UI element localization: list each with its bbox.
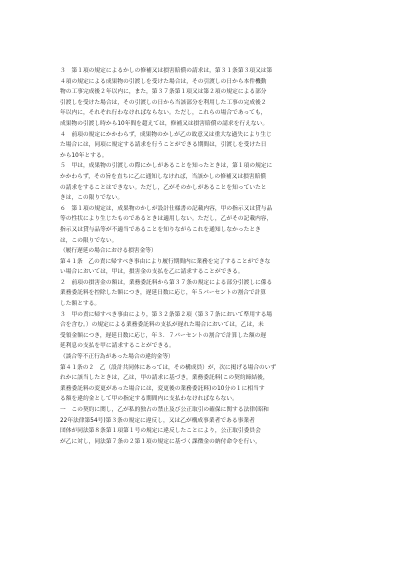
para-line: 指示又は貸与品等が不適当であることを知りながらこれを通知しなかったとき <box>60 226 261 233</box>
section-heading: （談合等不正行為があった場合の違約金等） <box>60 354 174 361</box>
para-line: 等の性状により生じたものであるときは適用しない。ただし，乙がその記載内容， <box>60 216 273 223</box>
para-line: 22年法律第54号)第３条の規定に違反し，又は乙が構成事業者である事業者 <box>60 417 255 424</box>
contract-text <box>60 66 372 447</box>
para-line: る額を違約金として甲の指定する期間内に支払わなければならない。 <box>60 396 238 403</box>
para-line: 延利息の支払を甲に請求することができる。 <box>60 343 175 350</box>
para-line: ６ 第１項の規定は，成果物のかしが設計仕様書の記載内容，甲の指示又は貸与品 <box>60 205 273 212</box>
article-line: 第４１条 乙の責に帰すべき事由により履行期間内に業務を完了することができな <box>60 258 271 265</box>
para-line: た場合には，同項に規定する請求を行うことができる期間は，引渡しを受けた日 <box>60 142 267 149</box>
para-line: 一 この契約に関し，乙が私的独占の禁止及び公正取引の確保に関する法律(昭和 <box>60 407 269 413</box>
para-line: ４項の規定による成果物の引渡しを受けた場合は，その引渡しの日から本件機動 <box>60 78 267 85</box>
para-line: 業務委託料を控除した額につき，遅延日数に応じ，年５パーセントの割合で計算 <box>60 290 267 297</box>
para-line: 年以内に，それぞれ行わなければならない。ただし，これらの場合であっても， <box>60 110 267 117</box>
para-line: は，この限りでない。 <box>60 237 118 244</box>
para-line: い場合においては，甲は，損害金の支払を乙に請求することができる。 <box>60 269 244 276</box>
para-line: 成果物の引渡し時から10年間を超えては，修補又は損害賠償の請求を行えない。 <box>60 120 269 127</box>
para-line: ３ 第１項の規定によるかしの修補又は損害賠償の請求は，第３１条第３項又は第 <box>60 68 273 74</box>
para-line: 合を含む。）の規定による業務委託料の支払が遅れた場合においては，乙は，未 <box>60 322 264 329</box>
para-line: 団体が同法第８条第１項第１号の規定に違反したことにより，公正取引委員会 <box>60 428 261 435</box>
section-heading: （履行遅延の場合における損害金等） <box>60 248 157 255</box>
para-line: ４ 前項の規定にかかわらず，成果物のかしが乙の故意又は重大な過失により生じ <box>60 131 272 138</box>
para-line: ２ 前項の損害金の額は，業務委託料から第３７条の規定による部分引渡しに係る <box>60 279 273 286</box>
para-line: かかわらず，その旨を直ちに乙に通知しなければ，当該かしの修補又は損害賠償 <box>60 173 267 180</box>
para-line: の請求をすることはできない。ただし，乙がそのかしがあることを知っていたと <box>60 184 267 191</box>
para-line: ３ 甲の責に帰すべき事由により，第３２条第２項（第３７条において準用する場 <box>60 311 273 318</box>
para-line: から10年とする。 <box>60 152 108 159</box>
para-line: 受領金額につき，遅延日数に応じ，年３．７パーセントの割合で計算した額の遅 <box>60 332 267 339</box>
para-line: ５ 甲は，成果物の引渡しの際にかしがあることを知ったときは，第１項の規定に <box>60 163 273 170</box>
para-line: が乙に対し，同法第７条の２第１項の規定に基づく課徴金の納付命令を行い， <box>60 438 261 445</box>
para-line: 物の工事完成後２年以内に，また，第３７条第１項又は第２項の規定による部分 <box>60 89 267 96</box>
para-line: 引渡しを受けた場合は，その引渡しの日から当該部分を利用した工事の完成後２ <box>60 99 267 106</box>
para-line: きは，この限りでない。 <box>60 195 124 202</box>
para-line: れかに該当したときは，乙は，甲の請求に基づき，業務委託料(この契約締結後， <box>60 375 269 382</box>
para-line: 業務委託料の変更があった場合には，変更後の業務委託料)の10分の１に相当す <box>60 385 265 392</box>
article-line: 第４１条の２ 乙（設計共同体にあっては，その構成員）が，次に掲げる場合のいず <box>60 364 277 371</box>
para-line: した額とする。 <box>60 301 101 308</box>
